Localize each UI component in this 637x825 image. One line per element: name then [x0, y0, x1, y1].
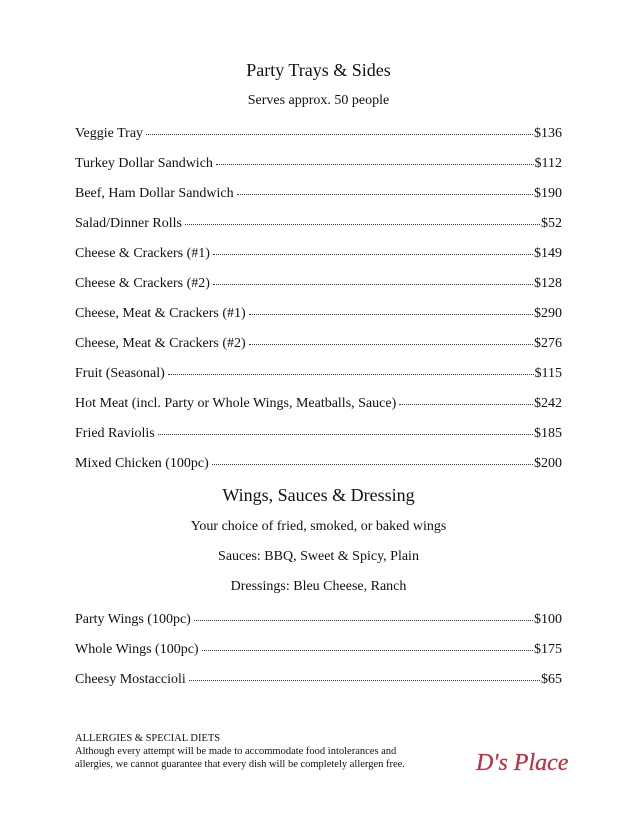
dot-leader: [216, 153, 534, 167]
menu-item-price: $190: [534, 186, 562, 201]
menu-item-price: $65: [541, 672, 562, 687]
menu-item-price: $112: [534, 156, 562, 171]
menu-item-name: Whole Wings (100pc): [75, 642, 199, 657]
menu-item-name: Mixed Chicken (100pc): [75, 456, 209, 471]
menu-item: [75, 153, 562, 171]
dot-leader: [202, 639, 533, 653]
dot-leader: [237, 183, 533, 197]
menu-item: [75, 303, 562, 321]
dot-leader: [158, 423, 533, 437]
allergy-text-line-1: Although every attempt will be made to accommodate food intolerances and: [75, 746, 397, 757]
dot-leader: [399, 393, 533, 407]
section-title-wings: Wings, Sauces & Dressing: [222, 485, 415, 505]
menu-item-name: Salad/Dinner Rolls: [75, 216, 182, 231]
section-subtitle-sauces: Sauces: BBQ, Sweet & Spicy, Plain: [218, 549, 419, 564]
menu-item-name: Cheese & Crackers (#2): [75, 276, 210, 291]
dot-leader: [212, 453, 533, 467]
menu-item-name: Cheese, Meat & Crackers (#1): [75, 306, 246, 321]
section-subtitle-dressings: Dressings: Bleu Cheese, Ranch: [230, 579, 407, 594]
menu-item-name: Hot Meat (incl. Party or Whole Wings, Meatballs, Sauce): [75, 396, 397, 411]
menu-item: [75, 639, 562, 657]
dot-leader: [249, 303, 533, 317]
menu-item-name: Party Wings (100pc): [75, 612, 191, 627]
allergy-text-line-2: allergies, we cannot guarantee that every dish will be completely allergen free.: [75, 759, 405, 770]
menu-item-name: Cheesy Mostaccioli: [75, 672, 186, 687]
menu-item: [75, 669, 562, 687]
dot-leader: [189, 669, 540, 683]
menu-item: [75, 333, 562, 351]
logo-text: D's Place: [476, 750, 569, 776]
ds-place-logo: [472, 742, 587, 782]
dot-leader: [185, 213, 540, 227]
menu-item-name: Veggie Tray: [75, 126, 144, 141]
dot-leader: [213, 243, 533, 257]
menu-item-price: $100: [534, 612, 562, 627]
section-title-party-trays: Party Trays & Sides: [246, 60, 391, 80]
menu-item-price: $175: [534, 642, 562, 657]
menu-item-price: $185: [534, 426, 562, 441]
allergy-heading: ALLERGIES & SPECIAL DIETS: [75, 733, 221, 744]
menu-item-name: Fruit (Seasonal): [75, 366, 165, 381]
dot-leader: [146, 123, 533, 137]
menu-item-price: $128: [534, 276, 562, 291]
menu-item-price: $149: [534, 246, 562, 261]
menu-item-price: $290: [534, 306, 562, 321]
dot-leader: [168, 363, 534, 377]
menu-item-name: Cheese & Crackers (#1): [75, 246, 210, 261]
dot-leader: [194, 609, 533, 623]
menu-item: [75, 213, 562, 231]
menu-item-price: $136: [534, 126, 562, 141]
section-subtitle-serves: Serves approx. 50 people: [247, 93, 390, 108]
menu-item-price: $242: [534, 396, 562, 411]
menu-item: [75, 243, 562, 261]
menu-item: [75, 273, 562, 291]
menu-item-price: $200: [534, 456, 562, 471]
menu-item: [75, 423, 562, 441]
menu-item-name: Beef, Ham Dollar Sandwich: [75, 186, 234, 201]
menu-item-name: Fried Raviolis: [75, 426, 155, 441]
menu-item: [75, 609, 562, 627]
section-subtitle-wing-choice: Your choice of fried, smoked, or baked wings: [190, 519, 447, 534]
menu-item: [75, 363, 562, 381]
menu-item: [75, 183, 562, 201]
menu-item-price: $276: [534, 336, 562, 351]
allergy-notice: [75, 732, 475, 771]
menu-item-price: $115: [534, 366, 562, 381]
dot-leader: [213, 273, 533, 287]
menu-item-name: Cheese, Meat & Crackers (#2): [75, 336, 246, 351]
menu-item: [75, 123, 562, 141]
menu-item-name: Turkey Dollar Sandwich: [75, 156, 213, 171]
dot-leader: [249, 333, 533, 347]
menu-item: [75, 393, 562, 411]
menu-item-price: $52: [541, 216, 562, 231]
menu-item: [75, 453, 562, 471]
